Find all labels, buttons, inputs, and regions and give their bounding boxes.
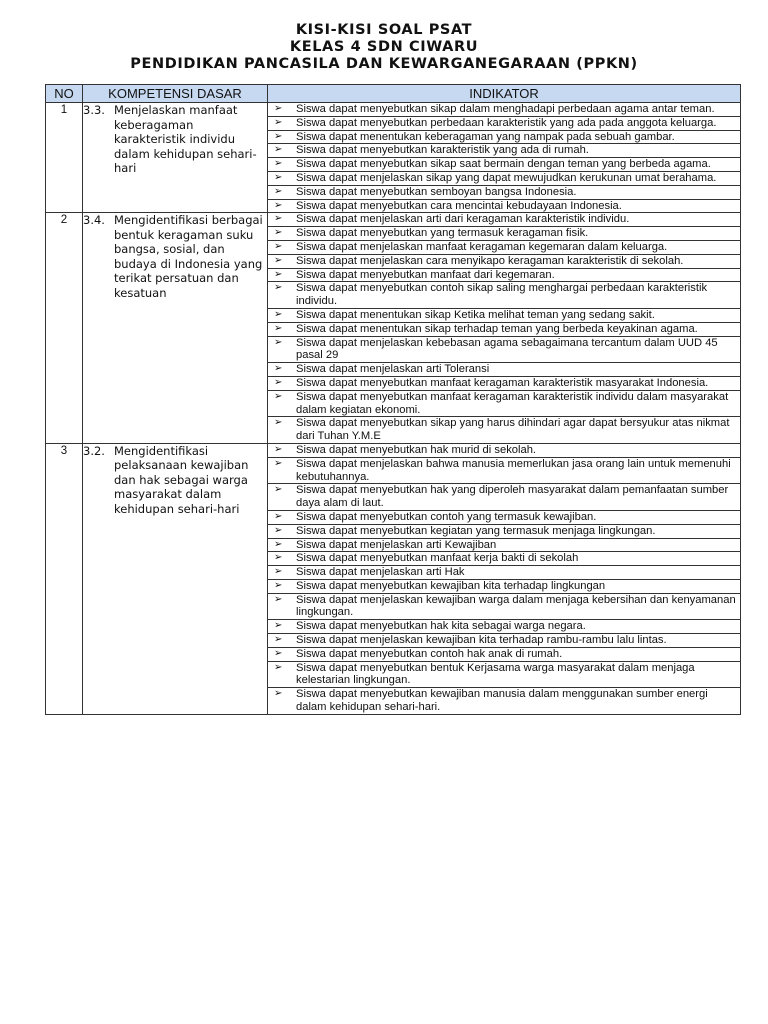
arrow-bullet-icon: ➢ [274,363,283,375]
indicator-item [268,391,740,418]
indicator-text: Siswa dapat menyebutkan cara mencintai kebudayaan Indonesia. [296,199,622,212]
arrow-bullet-icon: ➢ [274,579,283,591]
indicator-text: Siswa dapat menjelaskan manfaat keragaman kegemaran dalam keluarga. [296,240,668,253]
indikator-cell [268,213,741,444]
indicator-text: Siswa dapat menentukan sikap Ketika melihat teman yang sedang sakit. [296,308,655,321]
arrow-bullet-icon: ➢ [274,308,283,320]
indikator-cell [268,443,741,714]
indicator-item [268,363,740,377]
arrow-bullet-icon: ➢ [274,390,283,402]
kompetensi-dasar-cell [83,103,268,213]
arrow-bullet-icon: ➢ [274,634,283,646]
table-header-row [46,85,741,103]
column-header-no: NO [46,85,83,103]
indicator-item [268,648,740,662]
indicator-text: Siswa dapat menyebutkan kegiatan yang termasuk menjaga lingkungan. [296,524,656,537]
arrow-bullet-icon: ➢ [274,552,283,564]
indicator-text: Siswa dapat menyebutkan hak murid di sekolah. [296,443,537,456]
indicator-text: Siswa dapat menyebutkan sikap dalam menghadapi perbedaan agama antar teman. [296,103,715,115]
kompetensi-dasar-cell [83,213,268,444]
arrow-bullet-icon: ➢ [274,538,283,550]
indicator-text: Siswa dapat menjelaskan arti Toleransi [296,363,490,376]
indicator-item [268,200,740,213]
indicator-item [268,144,740,158]
indicator-text: Siswa dapat menjelaskan kebebasan agama sebagaimana tercantum dalam UUD 45 pasal 29 [296,336,718,362]
indicator-text: Siswa dapat menyebutkan semboyan bangsa Indonesia. [296,185,577,198]
indicator-text: Siswa dapat menyebutkan manfaat dari kegemaran. [296,268,555,281]
indicator-item [268,458,740,485]
arrow-bullet-icon: ➢ [274,688,283,700]
indicator-item [268,337,740,364]
indicator-text: Siswa dapat menyebutkan yang termasuk keragaman fisik. [296,227,589,240]
indicator-text: Siswa dapat menyebutkan karakteristik yang ada di rumah. [296,144,589,157]
indicator-item [268,255,740,269]
arrow-bullet-icon: ➢ [274,661,283,673]
arrow-bullet-icon: ➢ [274,158,283,170]
indicator-text: Siswa dapat menjelaskan bahwa manusia memerlukan jasa orang lain untuk memenuhi kebutuhannya. [296,457,731,483]
indicator-item [268,552,740,566]
indicator-item [268,282,740,309]
arrow-bullet-icon: ➢ [274,417,283,429]
indicator-text: Siswa dapat menjelaskan kewajiban kita terhadap rambu-rambu lalu lintas. [296,634,667,647]
title-line-3: PENDIDIKAN PANCASILA DAN KEWARGANEGARAAN (PPKN) [130,56,638,72]
indicator-text: Siswa dapat menyebutkan kewajiban kita terhadap lingkungan [296,579,606,592]
indicator-item [268,309,740,323]
arrow-bullet-icon: ➢ [274,510,283,522]
row-number: 2 [46,213,83,444]
row-number: 3 [46,443,83,714]
arrow-bullet-icon: ➢ [274,376,283,388]
indicator-item [268,539,740,553]
arrow-bullet-icon: ➢ [274,484,283,496]
indicator-text: Siswa dapat menyebutkan contoh sikap saling menghargai perbedaan karakteristik individu. [296,282,708,308]
kompetensi-dasar-cell [83,443,268,714]
indicator-text: Siswa dapat menyebutkan sikap saat bermain dengan teman yang berbeda agama. [296,158,711,171]
document-title-block [0,22,768,73]
indicator-item [268,662,740,689]
arrow-bullet-icon: ➢ [274,268,283,280]
arrow-bullet-icon: ➢ [274,336,283,348]
indicator-item [268,241,740,255]
indicator-item [268,227,740,241]
indicator-text: Siswa dapat menjelaskan arti Kewajiban [296,538,497,551]
indicator-item [268,103,740,117]
arrow-bullet-icon: ➢ [274,185,283,197]
title-line-1: KISI-KISI SOAL PSAT [295,22,473,38]
indicator-text: Siswa dapat menjelaskan kewajiban warga dalam menjaga kebersihan dan kenyamanan lingkungan. [296,593,736,619]
arrow-bullet-icon: ➢ [274,227,283,239]
indicator-text: Siswa dapat menyebutkan contoh hak anak di rumah. [296,647,563,660]
indicator-item [268,594,740,621]
indicator-item [268,525,740,539]
indicator-text: Siswa dapat menyebutkan manfaat keragaman karakteristik individu dalam masyarakat dalam kegiatan ekonomi. [296,390,729,416]
arrow-bullet-icon: ➢ [274,593,283,605]
arrow-bullet-icon: ➢ [274,199,283,211]
kd-description: Mengidentifikasi berbagai bentuk keragaman suku bangsa, sosial, dan budaya di Indonesia yang terikat persatuan dan kesatuan [114,213,263,300]
arrow-bullet-icon: ➢ [274,566,283,578]
indicator-text: Siswa dapat menjelaskan cara menyikapo keragaman karakteristik di sekolah. [296,254,684,267]
table-row [46,103,741,213]
arrow-bullet-icon: ➢ [274,130,283,142]
indicator-item [268,172,740,186]
indicator-item [268,323,740,337]
arrow-bullet-icon: ➢ [274,171,283,183]
arrow-bullet-icon: ➢ [274,647,283,659]
indicator-text: Siswa dapat menjelaskan arti dari keragaman karakteristik individu. [296,213,630,226]
indicator-text: Siswa dapat menyebutkan perbedaan karakteristik yang ada pada anggota keluarga. [296,116,717,129]
title-line-2: KELAS 4 SDN CIWARU [289,39,479,55]
indicator-item [268,377,740,391]
indicator-text: Siswa dapat menyebutkan manfaat kerja bakti di sekolah [296,552,579,565]
indicator-text: Siswa dapat menyebutkan manfaat keragaman karakteristik masyarakat Indonesia. [296,376,709,389]
arrow-bullet-icon: ➢ [274,524,283,536]
indicator-item [268,213,740,227]
indicator-text: Siswa dapat menyebutkan kewajiban manusia dalam menggunakan sumber energi dalam kehidupan sehari-hari. [296,688,708,714]
arrow-bullet-icon: ➢ [274,457,283,469]
column-header-indikator: INDIKATOR [268,85,741,103]
indicator-item [268,620,740,634]
indicator-item [268,566,740,580]
indicator-text: Siswa dapat menjelaskan arti Hak [296,566,465,579]
indicator-item [268,186,740,200]
indicator-item [268,444,740,458]
indicator-item [268,511,740,525]
column-header-kompetensi: KOMPETENSI DASAR [83,85,268,103]
arrow-bullet-icon: ➢ [274,116,283,128]
arrow-bullet-icon: ➢ [274,213,283,225]
kd-number: 3.2. [83,443,105,458]
indicator-text: Siswa dapat menentukan sikap terhadap teman yang berbeda keyakinan agama. [296,322,698,335]
arrow-bullet-icon: ➢ [274,443,283,455]
kd-number: 3.3. [83,103,105,117]
indicator-item [268,269,740,283]
indicator-item [268,117,740,131]
arrow-bullet-icon: ➢ [274,322,283,334]
arrow-bullet-icon: ➢ [274,282,283,294]
arrow-bullet-icon: ➢ [274,144,283,156]
indicator-item [268,158,740,172]
kd-number: 3.4. [83,213,105,228]
indicator-item [268,131,740,145]
arrow-bullet-icon: ➢ [274,103,283,114]
indicator-text: Siswa dapat menyebutkan hak kita sebagai warga negara. [296,620,586,633]
kd-description: Menjelaskan manfaat keberagaman karakteristik individu dalam kehidupan sehari- hari [114,103,257,175]
indicator-text: Siswa dapat menyebutkan hak yang diperoleh masyarakat dalam pemanfaatan sumber daya alam di laut. [296,484,729,510]
indicator-item [268,634,740,648]
indicator-item [268,688,740,714]
row-number: 1 [46,103,83,213]
indicator-text: Siswa dapat menyebutkan contoh yang termasuk kewajiban. [296,510,597,523]
table-row [46,443,741,714]
arrow-bullet-icon: ➢ [274,254,283,266]
indicator-text: Siswa dapat menentukan keberagaman yang nampak pada sebuah gambar. [296,130,675,143]
indicator-text: Siswa dapat menyebutkan bentuk Kerjasama warga masyarakat dalam menjaga kelestarian lingkungan. [296,661,695,687]
indicator-item [268,417,740,443]
arrow-bullet-icon: ➢ [274,620,283,632]
arrow-bullet-icon: ➢ [274,240,283,252]
indikator-cell [268,103,741,213]
kisi-kisi-table [45,84,741,715]
table-row [46,213,741,444]
indicator-text: Siswa dapat menjelaskan sikap yang dapat mewujudkan kerukunan umat berahama. [296,171,717,184]
indicator-item [268,580,740,594]
indicator-text: Siswa dapat menyebutkan sikap yang harus dihindari agar dapat bersyukur atas nikmat dari Tuhan Y.M.E [296,417,730,443]
indicator-item [268,484,740,511]
kd-description: Mengidentifikasi pelaksanaan kewajiban dan hak sebagai warga masyarakat dalam kehidupan sehari-hari [114,443,249,516]
